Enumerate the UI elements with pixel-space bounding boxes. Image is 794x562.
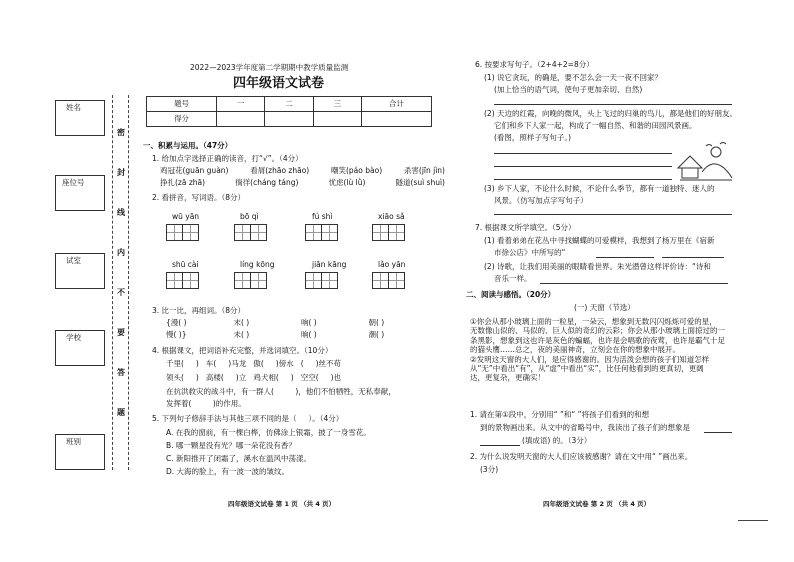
passage-title: (一) 天窗（节选） — [574, 303, 635, 312]
answer-line[interactable] — [494, 166, 672, 167]
question-text: (填成语) 的。（3分） — [522, 436, 592, 445]
q1-item: 看屑(zhāo zhāo) — [250, 166, 310, 175]
field-box — [55, 253, 105, 289]
answer-line[interactable] — [494, 179, 672, 180]
hint-text: (看图，照样子写句子。) — [494, 133, 572, 142]
q1-item: 杀害(jīn jìn) — [403, 166, 445, 175]
hint-text: (加上恰当的语气词，使句子更加亲切、自然) — [494, 85, 643, 94]
q3-item: 晌( ) — [301, 330, 317, 340]
score-header: 一 — [217, 97, 265, 112]
question-text: (1) 看着弟弟在花丛中寻找蝴蝶的可爱模样，我想到了杨万里在《宿新 — [484, 236, 715, 245]
field-box — [55, 434, 105, 470]
question-text: 它们和乡下人家一起，构成了一幅自然、和谐的田园风景画。 — [494, 121, 697, 130]
score-cell[interactable] — [313, 112, 361, 127]
divider — [738, 520, 768, 521]
question-text: 4. 根据课文，把词语补充完整，并选词填空。（10分） — [152, 346, 333, 355]
question-text: (2) 诗歌，让我们用美丽的眼睛看世界。朱光潜曾这样评价诗：“诗和 — [484, 262, 711, 271]
field-label: 座位号 — [62, 178, 85, 187]
question-text: 7. 根据课文所学填空。（5分） — [475, 223, 576, 232]
field-label: 学校 — [66, 333, 81, 342]
char-grid[interactable] — [305, 224, 337, 241]
question-text: (2) 天边的红霞，向晚的微风，头上飞过的归巢的鸟儿，都是他们的好朋友。 — [484, 109, 738, 118]
score-header: 三 — [313, 97, 361, 112]
question-text: 2. 为什么说发明天窗的大人们应该被感谢？请在文中用“ ”画出来。 — [470, 452, 693, 461]
answer-line[interactable] — [662, 257, 724, 258]
q1-item: 隧道(suì shuì) — [395, 178, 445, 187]
option[interactable]: D. 大海的脸上，有一波一波的皱纹。 — [166, 467, 290, 476]
seal-char: 封 — [117, 168, 125, 177]
seal-char: 题 — [117, 408, 125, 417]
q3-grid — [166, 318, 436, 340]
question-text: 6. 按要求写句子。（2+4+2=8分） — [475, 60, 594, 69]
q3-item: 未( ) — [233, 330, 250, 340]
question-text: 1. 请在第①段中，分别用“ ”和“ ”将孩子们看到的和想 — [470, 410, 650, 419]
village-illustration — [676, 138, 734, 182]
passage-line: 条黑影，想象到这也许是灰色的蝙蝠，也许是会唱歌的夜莺，也许是霸气十足 — [470, 335, 725, 345]
question-text: 市徐公店》中所写的“ — [494, 248, 566, 257]
pinyin: shū cài — [172, 260, 199, 269]
q1-row — [160, 166, 445, 175]
question-text: 5. 下列句子修辞手法与其他三项不同的是（ ）。（4分） — [152, 414, 344, 423]
q1-item: 鸡冠花(guān guàn) — [160, 166, 229, 175]
q4-row: 领头( ) 高楼( )立 鸡犬相( ) 空空( )也 — [166, 373, 342, 382]
q4-text: 在抗洪救灾的战斗中，有一群人( )，他们不怕牺牲，无私奉献， — [166, 387, 396, 396]
q4-row: 千里( ) 车( )马龙 傲( )傍水 ( )丝不苟 — [166, 359, 342, 368]
exam-line: 2022—2023学年度第二学期期中教学质量监测 — [190, 63, 349, 72]
q1-item: 嘲笑(páo bào) — [331, 166, 383, 175]
page-footer: 四年级语文试卷 第 2 页 （共 4 页） — [543, 500, 651, 508]
seal-char: 内 — [117, 248, 125, 257]
q3-item: 朝( ) — [368, 318, 385, 327]
pinyin: wū yān — [172, 212, 200, 221]
answer-line[interactable] — [596, 257, 654, 258]
char-grid[interactable] — [234, 224, 266, 241]
passage-line: 达，更复杂，更确实！ — [470, 373, 545, 383]
passage — [470, 317, 732, 383]
passage-line: ①你会从那小玻璃上面的一粒星，一朵云，想象到无数闪闪烁烁可爱的星， — [470, 317, 717, 326]
score-header: 二 — [265, 97, 313, 112]
pinyin: fú shì — [312, 212, 333, 221]
answer-line[interactable] — [494, 153, 672, 154]
option[interactable]: B. 哪一颗星没有光？哪一朵花没有香？ — [166, 441, 296, 450]
score-table — [146, 96, 432, 127]
seal-char: 要 — [117, 328, 125, 337]
score-row-label: 得分 — [147, 112, 217, 127]
question-text: 到的景物画出来。从文中的省略号中，我读出了孩子们的想象是 — [480, 423, 690, 432]
passage-line: 的猫头鹰……总之，夜的美丽神奇，立刻会在你的想象中展开。 — [470, 345, 680, 355]
q4-text: 发挥着( )的作用。 — [166, 399, 246, 408]
field-box — [55, 175, 105, 211]
score-header: 题号 — [147, 97, 217, 112]
field-label: 试室 — [66, 256, 81, 265]
pinyin: jiān kāng — [312, 260, 347, 269]
seal-char: 答 — [117, 368, 125, 377]
option[interactable]: A. 在我的窗前，有一棵白桦，仿佛涂上银霜，披了一身雪花。 — [166, 428, 371, 437]
field-box — [55, 100, 105, 136]
q3-item: {漫( ) — [166, 318, 187, 327]
score-cell[interactable] — [361, 112, 431, 127]
seal-char: 线 — [117, 208, 125, 217]
seal-line — [112, 95, 113, 470]
pinyin: bō qì — [240, 212, 259, 221]
char-grid[interactable] — [372, 272, 404, 289]
page-footer: 四年级语文试卷 第 1 页 （共 4 页） — [228, 500, 336, 508]
question-text: (3分) — [480, 465, 499, 474]
seal-char: 不 — [117, 288, 125, 297]
passage-line: ②发明这天窗的大人们，是应得感谢的。因为活泼会想的孩子们知道怎样 — [470, 354, 710, 364]
q1-item: 挣扎(zā zhā) — [160, 178, 206, 187]
answer-line[interactable] — [540, 283, 728, 284]
seal-line — [128, 95, 129, 470]
field-label: 姓名 — [66, 103, 81, 112]
q1-item: 徜徉(cháng táng) — [235, 178, 299, 187]
option[interactable]: C. 新阳推开了闭霜了，溪水在温风中荡漾。 — [166, 454, 312, 463]
q3-item: 末( ) — [233, 318, 250, 327]
score-cell[interactable] — [217, 112, 265, 127]
pinyin: xiāo sǎ — [378, 212, 405, 221]
field-box — [55, 330, 105, 366]
passage-line: 从“无”中看出“有”，从“虚”中看出“实”，比任何他看到的更真切，更阔 — [470, 363, 704, 373]
char-grid[interactable] — [372, 224, 404, 241]
page-title: 四年级语文试卷 — [233, 76, 325, 91]
q1-item: 忧虑(lù lǜ) — [328, 178, 366, 187]
answer-line[interactable] — [704, 432, 732, 433]
char-grid[interactable] — [305, 272, 337, 289]
char-grid[interactable] — [166, 272, 198, 289]
hint-text: 风景。（仿写加点字写句子） — [494, 196, 588, 205]
section-heading: 一、积累与运用。（47分） — [143, 141, 233, 150]
question-text: 2. 看拼音，写词语。（8分） — [152, 193, 246, 202]
q3-item: 慢( )} — [166, 330, 187, 340]
section-heading: 二、阅读与感悟。（20分） — [466, 290, 556, 299]
question-text: 音乐一样。 — [494, 274, 532, 283]
score-cell[interactable] — [265, 112, 313, 127]
pinyin: lǎo yān — [378, 260, 406, 269]
q1-row — [160, 178, 445, 187]
question-text: 3. 比一比，再组词。（8分） — [152, 306, 246, 315]
field-label: 班别 — [66, 437, 81, 446]
q3-item: 潮( ) — [368, 330, 385, 340]
seal-char: 密 — [117, 128, 125, 137]
score-header: 合计 — [361, 97, 431, 112]
q3-item: 响( ) — [301, 318, 317, 327]
question-text: (1) 说它贪玩，的确是，要不怎么会一天一夜不回家？ — [484, 73, 663, 82]
answer-line[interactable] — [494, 104, 732, 105]
answer-line[interactable] — [494, 214, 732, 215]
char-grid[interactable] — [234, 272, 266, 289]
passage-line: 无数像山似的、马似的、巨人似的奇幻的云彩；你会从那小玻璃上面掠过的一 — [470, 326, 725, 336]
char-grid[interactable] — [166, 224, 198, 241]
answer-line[interactable] — [480, 445, 520, 446]
pinyin: líng kōng — [240, 260, 275, 269]
question-text: (3) 乡下人家，不论什么时候，不论什么季节，都有一道独特、迷人的 — [484, 184, 715, 193]
question-text: 1. 给加点字选择正确的读音，打“√”。（4分） — [152, 154, 303, 163]
